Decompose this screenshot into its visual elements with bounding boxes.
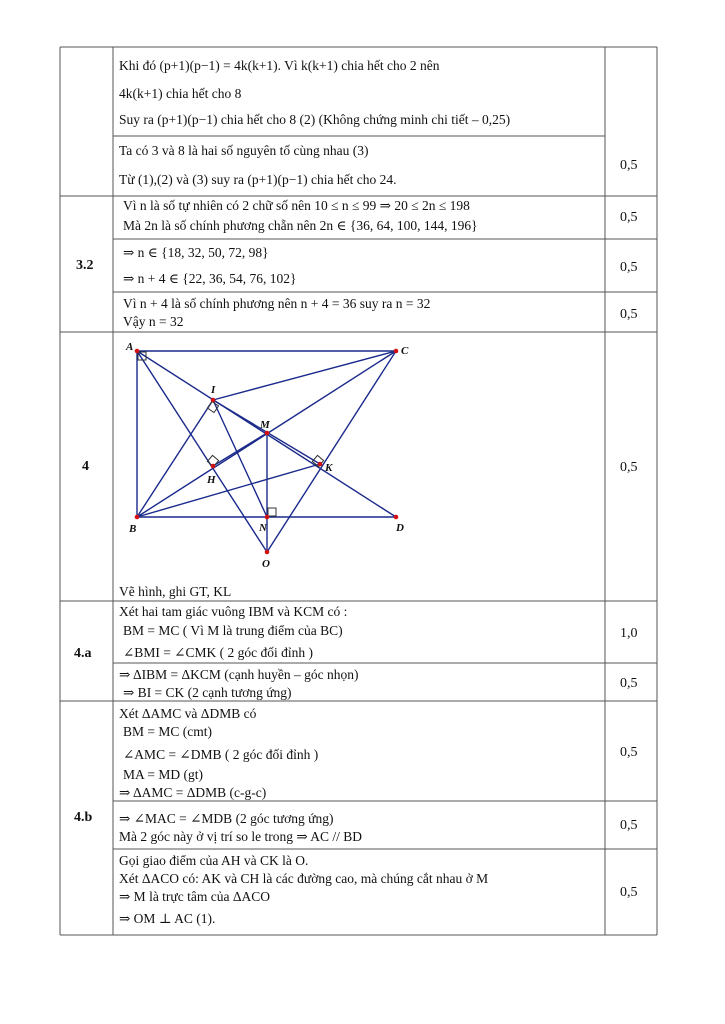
label-I: I <box>211 384 216 396</box>
s4a-b-points: 0,5 <box>620 676 638 691</box>
s32-a-line2: Mà 2n là số chính phương chẵn nên 2n ∈ {36, 64, 100, 144, 196} <box>123 218 478 233</box>
s4b-c-line4: ⇒ OM ⊥ AC (1). <box>119 911 216 926</box>
s4b-b-points: 0,5 <box>620 818 638 833</box>
section-4-label: 4 <box>82 459 89 474</box>
s32-a-line1: Vì n là số tự nhiên có 2 chữ số nên 10 ≤ n ≤ 99 ⇒ 20 ≤ 2n ≤ 198 <box>123 198 470 213</box>
s4b-b-line2: Mà 2 góc này ở vị trí so le trong ⇒ AC // BD <box>119 829 363 844</box>
s4a-a-line2: BM = MC ( Vì M là trung điểm của BC) <box>123 623 343 638</box>
s32-c-line2: Vậy n = 32 <box>123 314 184 329</box>
s4b-a-line5: ⇒ ΔAMC = ΔDMB (c-g-c) <box>119 785 267 800</box>
s4b-c-points: 0,5 <box>620 885 638 900</box>
point-N <box>265 515 270 520</box>
label-O: O <box>262 558 270 570</box>
s32-c-points: 0,5 <box>620 307 638 322</box>
s4a-b-line2: ⇒ BI = CK (2 cạnh tương ứng) <box>123 685 292 700</box>
s32-b-line1: ⇒ n ∈ {18, 32, 50, 72, 98} <box>123 245 269 260</box>
segment-BK <box>137 464 320 517</box>
s4a-a-points: 1,0 <box>620 626 638 641</box>
section-4a-label: 4.a <box>74 646 92 661</box>
segment-CO <box>267 351 396 552</box>
s32-a-points: 0,5 <box>620 210 638 225</box>
r1-line2: 4k(k+1) chia hết cho 8 <box>119 86 242 101</box>
point-A <box>135 349 140 354</box>
s4b-b-line1: ⇒ ∠MAC = ∠MDB (2 góc tương ứng) <box>119 811 334 826</box>
label-B: B <box>129 523 137 535</box>
segment-BI <box>137 400 213 517</box>
s32-b-line2: ⇒ n + 4 ∈ {22, 36, 54, 76, 102} <box>123 271 297 286</box>
s4b-c-line3: ⇒ M là trực tâm của ΔACO <box>119 889 271 904</box>
s32-c-line1: Vì n + 4 là số chính phương nên n + 4 = 36 suy ra n = 32 <box>123 296 431 311</box>
label-N: N <box>259 522 267 534</box>
section-4b-label: 4.b <box>74 810 93 825</box>
s4a-a-line3: ∠BMI = ∠CMK ( 2 góc đối đỉnh ) <box>123 645 313 660</box>
label-M: M <box>260 419 270 431</box>
s4-points: 0,5 <box>620 460 638 475</box>
r2-line1: Ta có 3 và 8 là hai số nguyên tố cùng nhau (3) <box>119 143 369 158</box>
point-H <box>211 464 216 469</box>
r2-points: 0,5 <box>620 158 638 173</box>
s4b-a-line4: MA = MD (gt) <box>123 767 203 782</box>
s4b-a-line3: ∠AMC = ∠DMB ( 2 góc đối đỉnh ) <box>123 747 319 762</box>
s4a-a-line1: Xét hai tam giác vuông IBM và KCM có : <box>119 604 348 619</box>
s4b-a-points: 0,5 <box>620 745 638 760</box>
point-B <box>135 515 140 520</box>
s4b-c-line1: Gọi giao điểm của AH và CK là O. <box>119 853 309 868</box>
point-C <box>394 349 399 354</box>
s4a-b-line1: ⇒ ΔIBM = ΔKCM (cạnh huyền – góc nhọn) <box>119 667 359 682</box>
s4b-a-line2: BM = MC (cmt) <box>123 724 212 739</box>
geometry-figure <box>113 332 433 577</box>
s4b-c-line2: Xét ΔACO có: AK và CH là các đường cao, mà chúng cắt nhau ở M <box>119 871 489 886</box>
label-A: A <box>126 341 134 353</box>
segment-AO <box>137 351 267 552</box>
r2-line2: Từ (1),(2) và (3) suy ra (p+1)(p−1) chia hết cho 24. <box>119 172 397 187</box>
point-I <box>211 398 216 403</box>
point-K <box>318 462 323 467</box>
label-K: K <box>325 462 333 474</box>
point-D <box>394 515 399 520</box>
point-O <box>265 550 270 555</box>
r1-line3: Suy ra (p+1)(p−1) chia hết cho 8 (2) (Không chứng minh chi tiết – 0,25) <box>119 112 511 127</box>
point-M <box>265 431 270 436</box>
right-angle-N <box>268 508 276 516</box>
s4-caption: Vẽ hình, ghi GT, KL <box>119 584 232 599</box>
segment-HM <box>213 433 267 466</box>
label-H: H <box>207 474 216 486</box>
label-D: D <box>396 522 404 534</box>
s32-b-points: 0,5 <box>620 260 638 275</box>
label-C: C <box>401 345 409 357</box>
s4b-a-line1: Xét ΔAMC và ΔDMB có <box>119 706 257 721</box>
r1-line1: Khi đó (p+1)(p−1) = 4k(k+1). Vì k(k+1) chia hết cho 2 nên <box>119 58 440 73</box>
section-3-2-label: 3.2 <box>76 258 94 273</box>
